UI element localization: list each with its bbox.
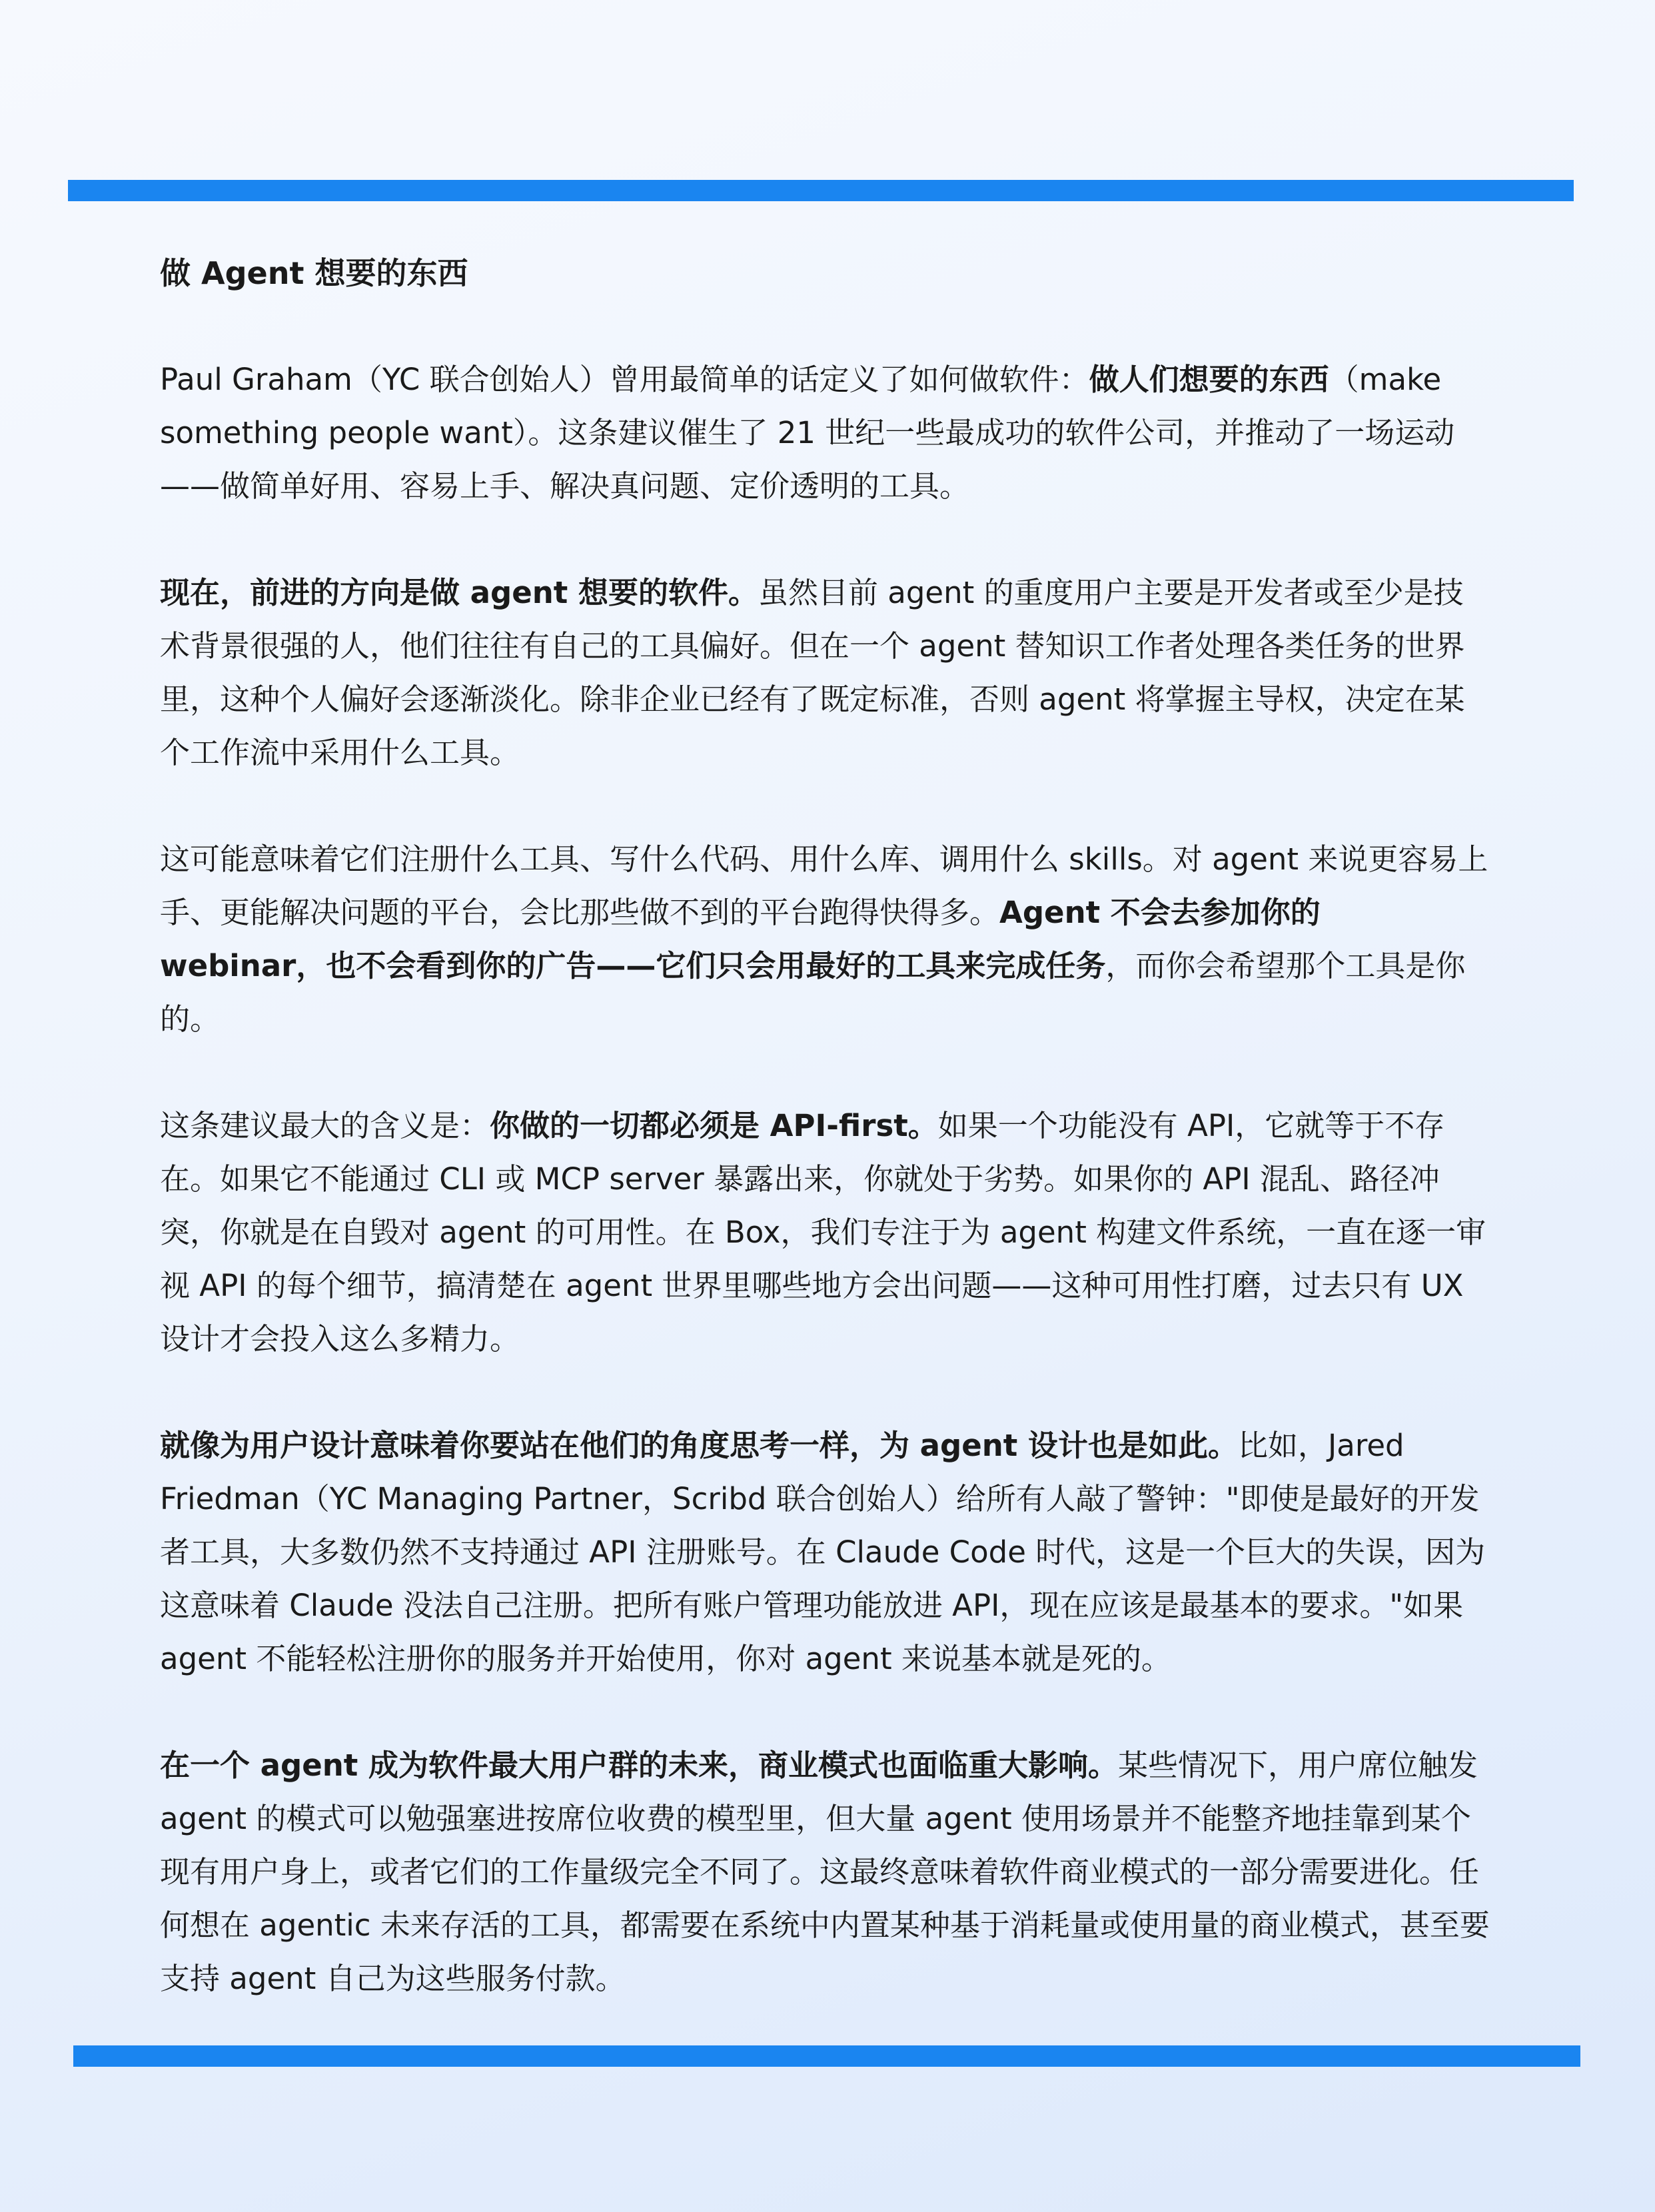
paragraph-5-segment: 比如，Jared Friedman（YC Managing Partner，Scribd 联合创始人）给所有人敲了警钟："即使是最好的开发者工具，大多数仍然不支持通过 API 注册账号。在 Claude Code 时代，这是一个巨大的失误，因为这意味着 Claude 没法自己注册。把所有账户管理功能放进 API，现在应该是最基本的要求。"如果 agent 不能轻松注册你的服务并开始使用，你对 agent 来说基本就是死的。 (160, 1428, 1486, 1676)
paragraph-2 (160, 566, 1492, 780)
paragraph-5 (160, 1419, 1492, 1686)
top-accent-bar (68, 180, 1574, 201)
paragraph-6 (160, 1739, 1492, 2005)
paragraph-3-bold-segment: Agent 不会去参加你的 webinar，也不会看到你的广告——它们只会用最好的工具来完成任务 (160, 895, 1321, 983)
article (160, 247, 1492, 2005)
paragraph-6-bold-segment: 在一个 agent 成为软件最大用户群的未来，商业模式也面临重大影响。 (160, 1748, 1118, 1783)
paragraph-3-segment: ，而你会希望那个工具是你的。 (160, 948, 1466, 1037)
paragraph-4-segment: 如果一个功能没有 API，它就等于不存在。如果它不能通过 CLI 或 MCP server 暴露出来，你就处于劣势。如果你的 API 混乱、路径冲突，你就是在自毁对 agent 的可用性。在 Box，我们专注于为 agent 构建文件系统，一直在逐一审视 API 的每个细节，搞清楚在 agent 世界里哪些地方会出问题——这种可用性打磨，过去只有 UX 设计才会投入这么多精力。 (160, 1108, 1486, 1357)
paragraph-5-bold-segment: 就像为用户设计意味着你要站在他们的角度思考一样，为 agent 设计也是如此。 (160, 1428, 1238, 1463)
paragraph-4-segment: 这条建议最大的含义是： (160, 1108, 490, 1143)
article-heading: 做 Agent 想要的东西 (160, 255, 468, 291)
paragraph-6-segment: 某些情况下，用户席位触发 agent 的模式可以勉强塞进按席位收费的模型里，但大量 agent 使用场景并不能整齐地挂靠到某个现有用户身上，或者它们的工作量级完全不同了。这最终意味着软件商业模式的一部分需要进化。任何想在 agentic 未来存活的工具，都需要在系统中内置某种基于消耗量或使用量的商业模式，甚至要支持 agent 自己为这些服务付款。 (160, 1748, 1490, 1996)
paragraph-2-bold-segment: 现在，前进的方向是做 agent 想要的软件。 (160, 575, 758, 610)
paragraph-4 (160, 1099, 1492, 1366)
bottom-accent-bar (73, 2045, 1580, 2067)
paragraph-3 (160, 833, 1492, 1046)
paragraph-2-segment: 虽然目前 agent 的重度用户主要是开发者或至少是技术背景很强的人，他们往往有自己的工具偏好。但在一个 agent 替知识工作者处理各类任务的世界里，这种个人偏好会逐渐淡化。除非企业已经有了既定标准，否则 agent 将掌握主导权，决定在某个工作流中采用什么工具。 (160, 575, 1465, 770)
paragraph-3-segment: 这可能意味着它们注册什么工具、写什么代码、用什么库、调用什么 skills。对 agent 来说更容易上手、更能解决问题的平台，会比那些做不到的平台跑得快得多。 (160, 841, 1488, 930)
paragraph-1-segment: Paul Graham（YC 联合创始人）曾用最简单的话定义了如何做软件： (160, 362, 1089, 397)
paragraph-4-bold-segment: 你做的一切都必须是 API-first。 (490, 1108, 938, 1143)
paragraph-1-segment: （make something people want）。这条建议催生了 21 世纪一些最成功的软件公司，并推动了一场运动——做简单好用、容易上手、解决真问题、定价透明的工具。 (160, 362, 1455, 504)
paragraph-1 (160, 353, 1492, 513)
paragraph-1-bold-segment: 做人们想要的东西 (1089, 362, 1329, 397)
